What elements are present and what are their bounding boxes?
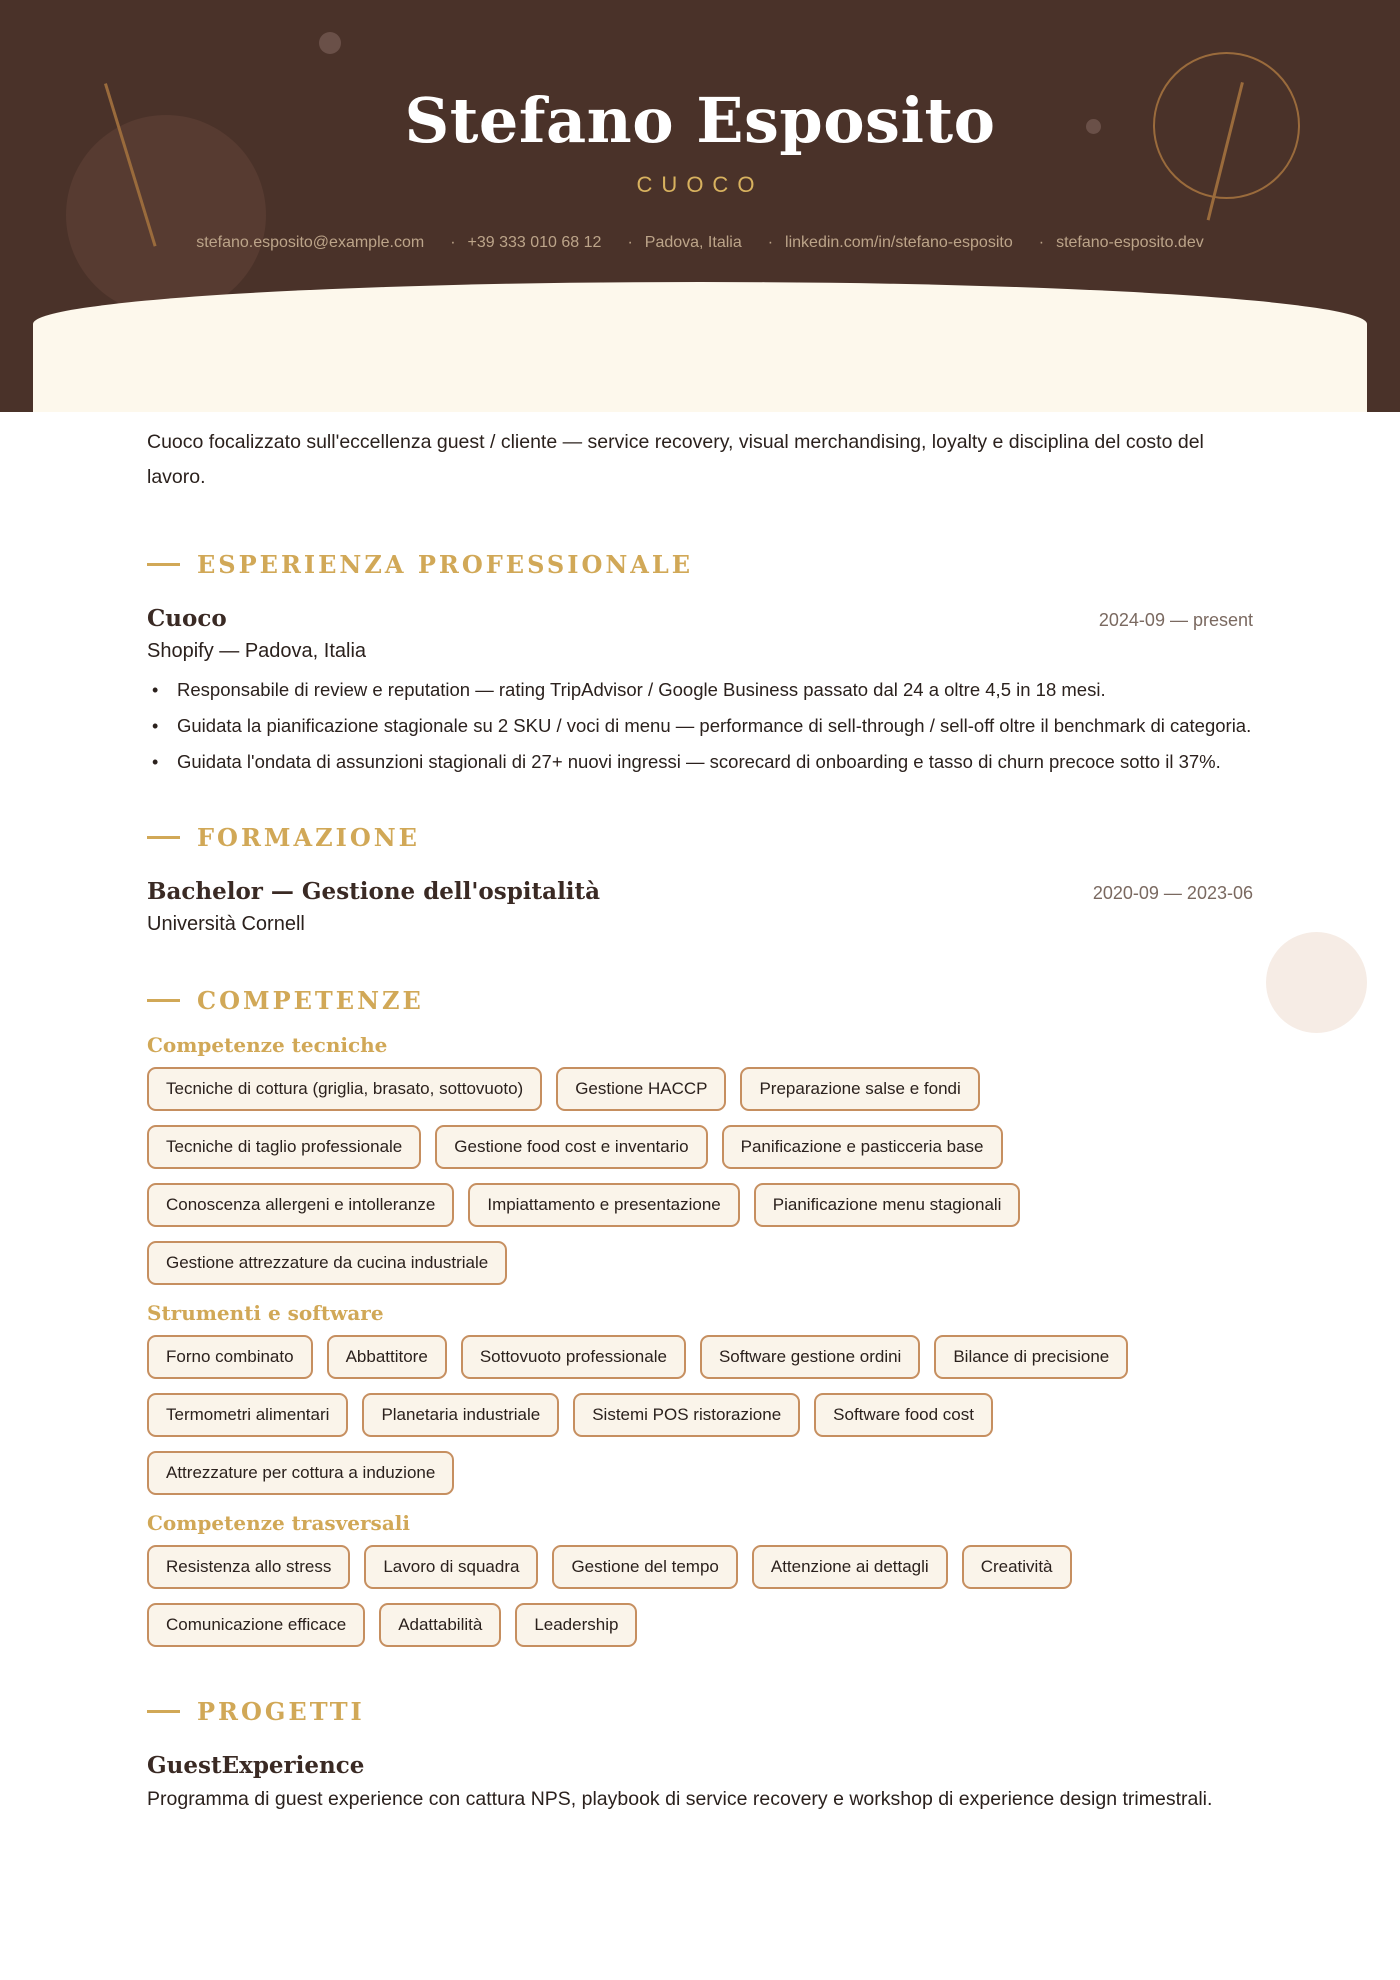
job-title: Cuoco [147,605,227,632]
contact-email[interactable]: stefano.esposito@example.com [196,234,425,251]
project-entry [147,1752,1253,1815]
skill-chip: Pianificazione menu stagionali [754,1183,1021,1227]
contact-separator: · [767,234,774,251]
contact-separator: · [627,234,633,251]
skill-chips [147,1545,1253,1647]
education-date: 2020-09 — 2023-06 [1092,883,1253,903]
skill-chip: Termometri alimentari [147,1393,348,1437]
skill-group-title: Competenze trasversali [147,1511,410,1535]
section-title-text: FORMAZIONE [197,823,420,852]
project-name: GuestExperience [147,1752,365,1779]
skill-chip: Gestione del tempo [552,1545,737,1589]
resume-body [147,412,1253,1815]
profile-summary: Cuoco focalizzato sull'eccellenza guest / cliente — service recovery, visual merchandising, loyalty e disciplina del costo del lavoro. [147,431,1204,488]
section-bar [147,999,180,1002]
skill-chips [147,1067,1253,1285]
contact-list [0,234,1400,252]
entry-header [147,605,1253,632]
skill-chip: Attenzione ai dettagli [752,1545,948,1589]
skill-chip: Software food cost [814,1393,993,1437]
section-title-skills [147,986,1253,1015]
decorative-circle [1266,932,1367,1033]
job-bullet: • Guidata la pianificazione stagionale su 2 SKU / voci di menu — performance di sell-through / sell-off oltre il benchmark di categoria. [147,711,1253,741]
skill-chip: Resistenza allo stress [147,1545,350,1589]
resume-header [0,0,1400,412]
skill-chip: Software gestione ordini [700,1335,920,1379]
skill-chip: Planetaria industriale [362,1393,559,1437]
section-title-text: PROGETTI [197,1697,365,1726]
candidate-name: Stefano Esposito [404,84,996,157]
skill-chip: Leadership [515,1603,637,1647]
contact-website[interactable]: stefano-esposito.dev [1056,234,1204,251]
skill-chip: Gestione food cost e inventario [435,1125,707,1169]
section-title-experience [147,550,1253,579]
contact-linkedin[interactable]: linkedin.com/in/stefano-esposito [785,234,1013,251]
contact-phone[interactable]: +39 333 010 68 12 [467,234,602,251]
school-name: Università Cornell [147,913,305,935]
header-curve-fill [33,326,1367,412]
skill-chip: Creatività [962,1545,1072,1589]
skill-chip: Comunicazione efficace [147,1603,365,1647]
skill-group-title: Strumenti e software [147,1301,384,1325]
section-title-projects [147,1697,1253,1726]
skill-chip: Impiattamento e presentazione [468,1183,739,1227]
experience-entry [147,605,1253,777]
skill-chip: Adattabilità [379,1603,501,1647]
section-bar [147,1710,180,1713]
section-bar [147,836,180,839]
contact-separator: · [450,234,456,251]
job-organization: Shopify — Padova, Italia [147,640,367,662]
skill-chip: Forno combinato [147,1335,313,1379]
project-description: Programma di guest experience con cattura NPS, playbook di service recovery e workshop di experience design trimestrali. [147,1788,1213,1810]
contact-location: Padova, Italia [644,234,742,251]
skill-chip: Lavoro di squadra [364,1545,538,1589]
skill-chip: Conoscenza allergeni e intolleranze [147,1183,454,1227]
education-entry [147,878,1253,936]
job-bullets [147,675,1253,777]
skill-chip: Panificazione e pasticceria base [722,1125,1003,1169]
skill-chip: Abbattitore [327,1335,447,1379]
skill-chip: Sottovuoto professionale [461,1335,686,1379]
skill-chip: Sistemi POS ristorazione [573,1393,800,1437]
section-title-text: ESPERIENZA PROFESSIONALE [197,550,694,579]
skill-chip: Tecniche di cottura (griglia, brasato, sottovuoto) [147,1067,542,1111]
skill-chip: Gestione attrezzature da cucina industriale [147,1241,507,1285]
candidate-role: CUOCO [636,172,764,197]
skill-group-tools [147,1301,1253,1495]
decorative-dot [319,32,341,54]
degree-title: Bachelor — Gestione dell'ospitalità [147,878,601,905]
contact-separator: · [1038,234,1045,251]
section-bar [147,563,180,566]
skill-chip: Preparazione salse e fondi [740,1067,979,1111]
section-title-text: COMPETENZE [197,986,424,1015]
entry-header [147,878,1253,905]
skill-group-title: Competenze tecniche [147,1033,388,1057]
skill-chip: Gestione HACCP [556,1067,726,1111]
skill-group-soft [147,1511,1253,1647]
skill-chip: Attrezzature per cottura a induzione [147,1451,454,1495]
job-bullet: • Responsabile di review e reputation — rating TripAdvisor / Google Business passato dal 24 a oltre 4,5 in 18 mesi. [147,675,1253,705]
section-title-education [147,823,1253,852]
skill-chip: Tecniche di taglio professionale [147,1125,421,1169]
skill-chip: Bilance di precisione [934,1335,1128,1379]
job-bullet: • Guidata l'ondata di assunzioni stagionali di 27+ nuovi ingressi — scorecard di onboarding e tasso di churn precoce sotto il 37%. [147,747,1253,777]
skill-chips [147,1335,1253,1495]
skill-group-technical [147,1033,1253,1285]
job-date: 2024-09 — present [1098,610,1253,630]
